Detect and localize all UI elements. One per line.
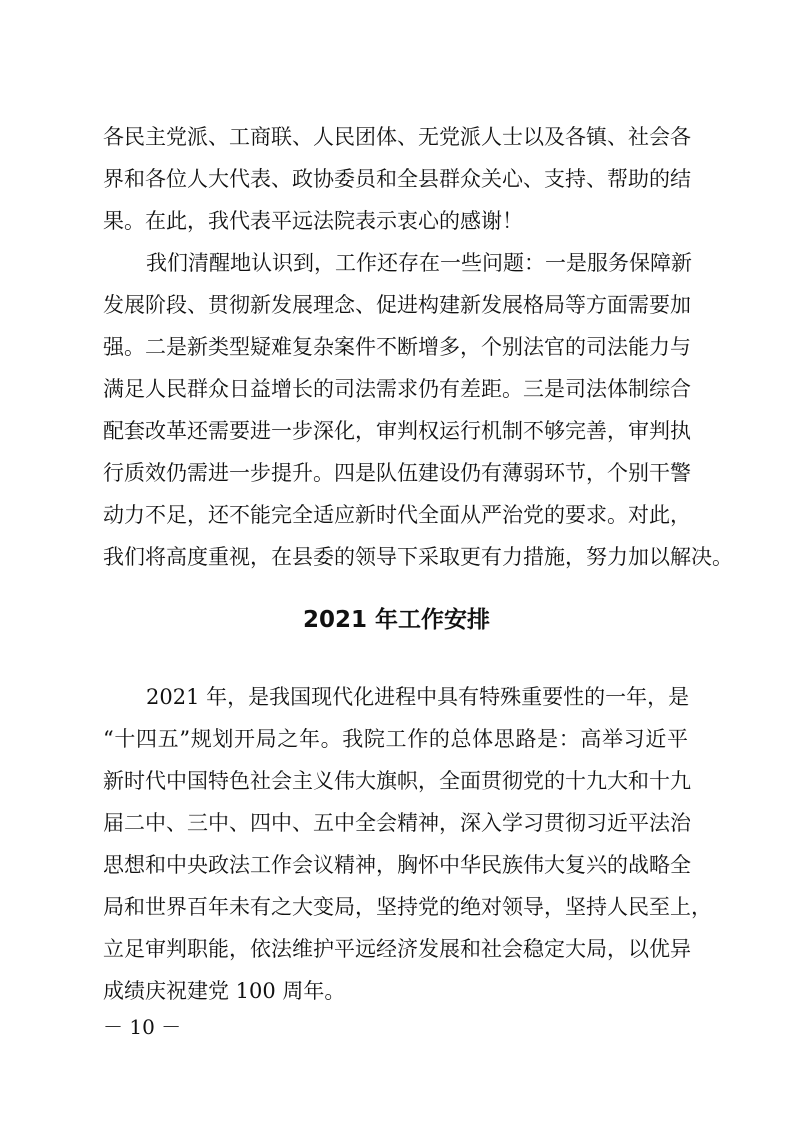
paragraph-line: 行质效仍需进一步提升。四是队伍建设仍有薄弱环节，个别干警 xyxy=(103,461,691,485)
paragraph-line: 局和世界百年未有之大变局，坚持党的绝对领导，坚持人民至上， xyxy=(103,895,712,919)
paragraph-line: 新时代中国特色社会主义伟大旗帜，全面贯彻党的十九大和十九 xyxy=(103,769,691,793)
paragraph-line: 2021 年，是我国现代化进程中具有特殊重要性的一年，是 xyxy=(146,685,690,709)
page-number: － 10 － xyxy=(103,1015,182,1039)
paragraph-line: 发展阶段、贯彻新发展理念、促进构建新发展格局等方面需要加 xyxy=(103,293,691,317)
paragraph-line: 果。在此，我代表平远法院表示衷心的感谢！ xyxy=(103,209,523,233)
paragraph-line: 我们将高度重视，在县委的领导下采取更有力措施，努力加以解决。 xyxy=(103,545,733,569)
paragraph-line: 动力不足，还不能完全适应新时代全面从严治党的要求。对此， xyxy=(103,503,691,527)
paragraph-line: 思想和中央政法工作会议精神，胸怀中华民族伟大复兴的战略全 xyxy=(103,853,691,877)
paragraph-line: 强。二是新类型疑难复杂案件不断增多，个别法官的司法能力与 xyxy=(103,335,691,359)
paragraph-line: “十四五”规划开局之年。我院工作的总体思路是：高举习近平 xyxy=(103,727,688,751)
paragraph-line: 配套改革还需要进一步深化，审判权运行机制不够完善，审判执 xyxy=(103,419,691,443)
paragraph-line: 立足审判职能，依法维护平远经济发展和社会稳定大局，以优异 xyxy=(103,937,691,961)
paragraph-line: 成绩庆祝建党 100 周年。 xyxy=(103,979,346,1003)
paragraph-line: 各民主党派、工商联、人民团体、无党派人士以及各镇、社会各 xyxy=(103,125,691,149)
paragraph-line: 我们清醒地认识到，工作还存在一些问题：一是服务保障新 xyxy=(146,251,692,275)
paragraph-line: 界和各位人大代表、政协委员和全县群众关心、支持、帮助的结 xyxy=(103,167,691,191)
paragraph-line: 届二中、三中、四中、五中全会精神，深入学习贯彻习近平法治 xyxy=(103,811,691,835)
paragraph-line: 满足人民群众日益增长的司法需求仍有差距。三是司法体制综合 xyxy=(103,377,691,401)
section-heading: 2021 年工作安排 xyxy=(302,607,491,633)
